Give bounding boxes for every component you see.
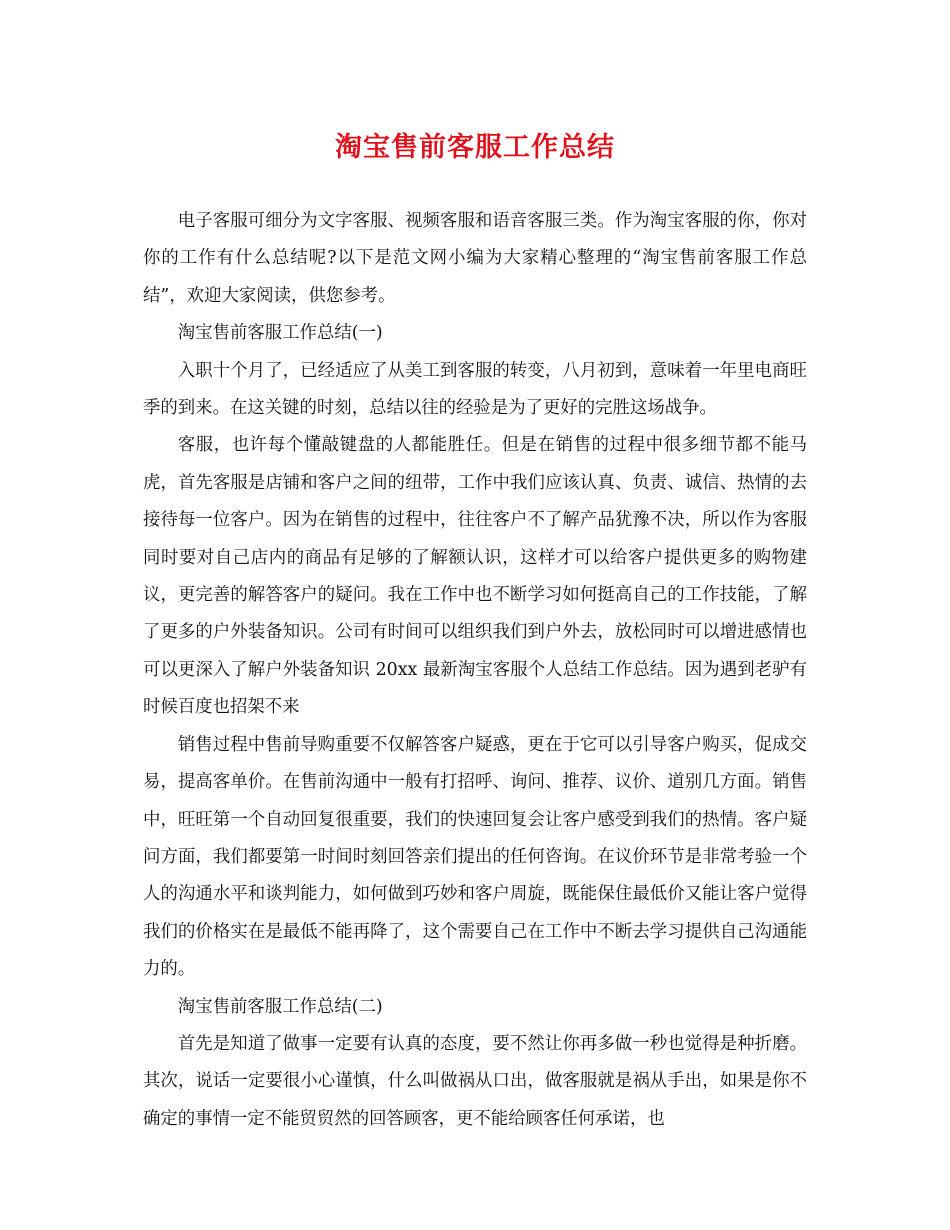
document-title: 淘宝售前客服工作总结 xyxy=(335,132,615,163)
intro-paragraph: 电子客服可细分为文字客服、视频客服和语音客服三类。作为淘宝客服的你，你对你的工作有什么总结呢?以下是范文网小编为大家精心整理的“淘宝售前客服工作总结”，欢迎大家阅读，供您参考。 xyxy=(143,211,807,306)
section-2-paragraph-1: 首先是知道了做事一定要有认真的态度，要不然让你再多做一秒也觉得是种折磨。其次，说话一定要很小心谨慎，什么叫做祸从口出，做客服就是祸从手出，如果是你不确定的事情一定不能贸贸然的回答顾客，更不能给顾客任何承诺，也 xyxy=(143,1033,807,1129)
section-1-heading: 淘宝售前客服工作总结(一) xyxy=(177,323,383,344)
section-1-paragraph-1: 入职十个月了，已经适应了从美工到客服的转变，八月初到，意味着一年里电商旺季的到来。在这关键的时刻，总结以往的经验是为了更好的完胜这场战争。 xyxy=(143,360,807,419)
section-2-heading: 淘宝售前客服工作总结(二) xyxy=(177,996,383,1017)
section-1-paragraph-2: 客服，也许每个懂敲键盘的人都能胜任。但是在销售的过程中很多细节都不能马虎，首先客服是店铺和客户之间的纽带，工作中我们应该认真、负责、诚信、热情的去接待每一位客户。因为在销售的过程中，往往客户不了解产品犹豫不决，所以作为客服同时要对自己店内的商品有足够的了解额认识，这样才可以给客户提供更多的购物建议，更完善的解答客户的疑问。我在工作中也不断学习如何挺高自己的工作技能，了解了更多的户外装备知识。公司有时间可以组织我们到户外去，放松同时可以增进感情也可以更深入了解户外装备知识 20xx 最新淘宝客服个人总结工作总结。因为遇到老驴有时候百度也招架不来 xyxy=(143,435,807,718)
document-body xyxy=(143,203,807,1138)
section-1-paragraph-3: 销售过程中售前导购重要不仅解答客户疑惑，更在于它可以引导客户购买，促成交易，提高客单价。在售前沟通中一般有打招呼、询问、推荐、议价、道别几方面。销售中，旺旺第一个自动回复很重要，我们的快速回复会让客户感受到我们的热情。客户疑问方面，我们都要第一时间时刻回答亲们提出的任何咨询。在议价环节是非常考验一个人的沟通水平和谈判能力，如何做到巧妙和客户周旋，既能保住最低价又能让客户觉得我们的价格实在是最低不能再降了，这个需要自己在工作中不断去学习提供自己沟通能力的。 xyxy=(143,734,807,980)
